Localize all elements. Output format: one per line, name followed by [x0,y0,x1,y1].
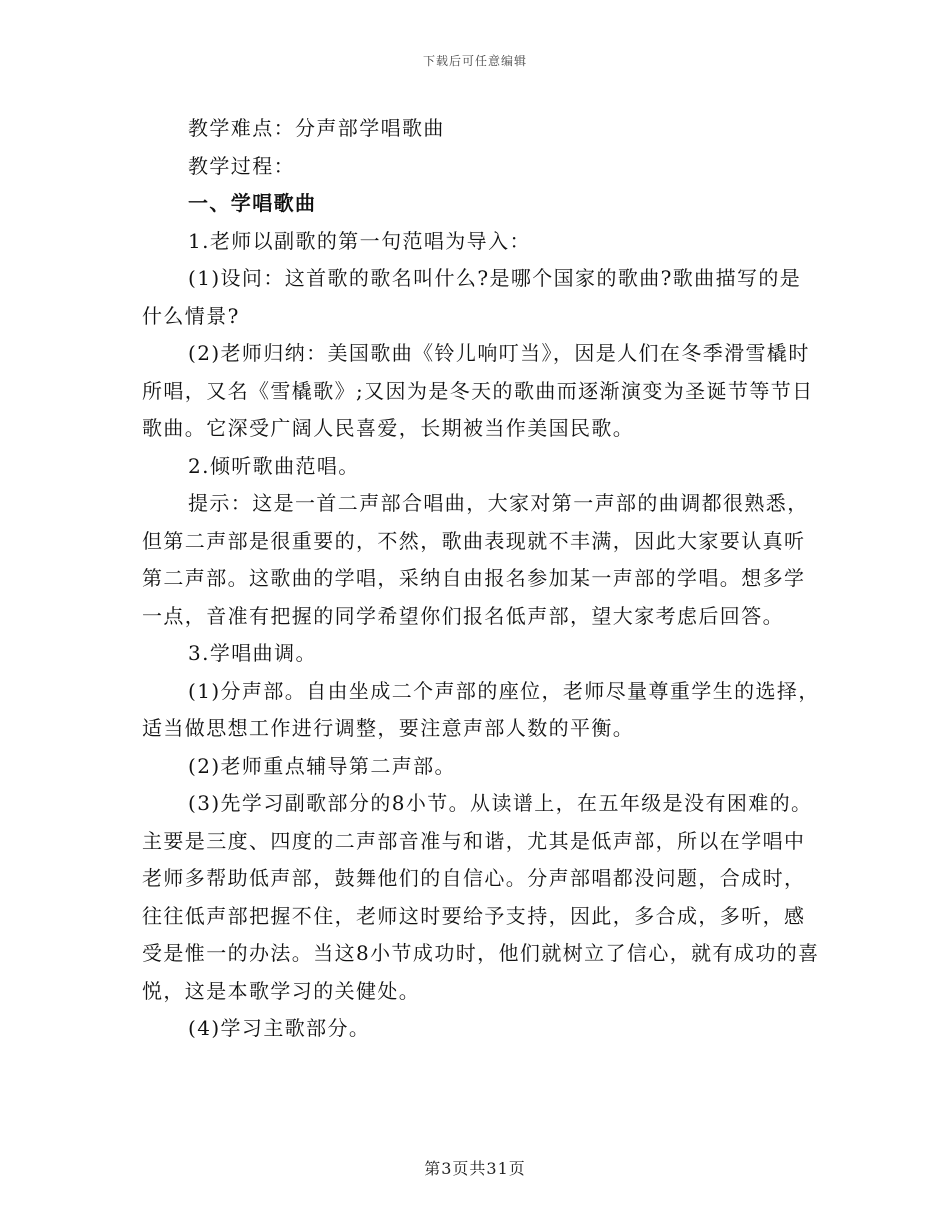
section-heading: 一、学唱歌曲 [188,191,317,215]
paragraph-step-3: 3.学唱曲调。 [188,641,317,665]
document-body [142,110,822,1048]
header-note: 下载后可任意编辑 [422,54,527,68]
page-number: 第3页共31页 [424,1159,526,1178]
paragraph-teaching-difficulty: 教学难点：分声部学唱歌曲 [188,116,445,140]
paragraph-hint: 提示：这是一首二声部合唱曲，大家对第一声部的曲调都很熟悉，但第二声部是很重要的，不然，歌曲表现就不丰满，因此大家要认真听第二声部。这歌曲的学唱，采纳自由报名参加某一声部的学唱。想多学一点，音准有把握的同学希望你们报名低声部，望大家考虑后回答。 [142,491,809,628]
paragraph-step-1-1: (1)设问：这首歌的歌名叫什么?是哪个国家的歌曲?歌曲描写的是什么情景? [142,266,802,328]
paragraph-step-1: 1.老师以副歌的第一句范唱为导入： [188,228,531,253]
paragraph-step-1-2: (2)老师归纳：美国歌曲《铃儿响叮当》，因是人们在冬季滑雪橇时所唱，又名《雪橇歌》;又因为是冬天的歌曲而逐渐演变为圣诞节等节日歌曲。它深受广阔人民喜爱，长期被当作美国民歌。 [142,341,814,440]
paragraph-step-3-4: (4)学习主歌部分。 [188,1016,371,1040]
paragraph-step-2: 2.倾听歌曲范唱。 [188,453,360,478]
paragraph-step-3-1: (1)分声部。自由坐成二个声部的座位，老师尽量尊重学生的选择，适当做思想工作进行调整，要注意声部人数的平衡。 [142,678,820,740]
paragraph-step-3-3: (3)先学习副歌部分的8小节。从读谱上，在五年级是没有困难的。主要是三度、四度的二声部音准与和谐，尤其是低声部，所以在学唱中老师多帮助低声部，鼓舞他们的自信心。分声部唱都没问题，合成时，往往低声部把握不住，老师这时要给予支持，因此，多合成，多听，感受是惟一的办法。当这8小节成功时，他们就树立了信心，就有成功的喜悦，这是本歌学习的关健处。 [142,791,820,1003]
paragraph-step-3-2: (2)老师重点辅导第二声部。 [188,753,456,778]
paragraph-teaching-process: 教学过程： [188,153,295,178]
